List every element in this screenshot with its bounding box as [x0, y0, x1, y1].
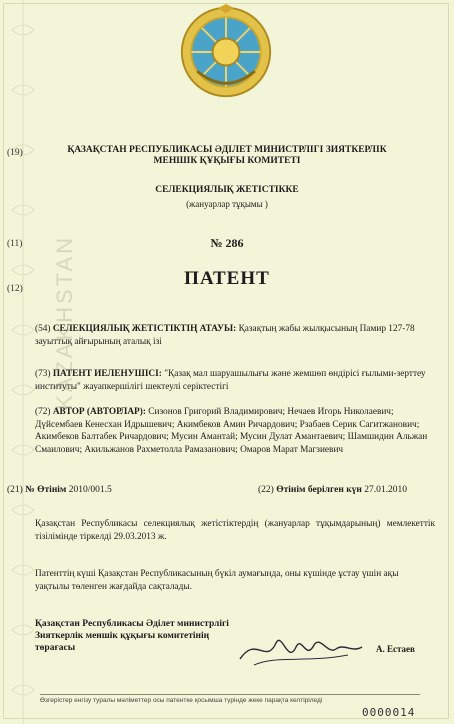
field-21-label: № Өтінім	[25, 485, 67, 495]
field-72-value: Сизонов Григорий Владимирович; Нечаев Игорь Николаевич; Дүйсембаев Кенесхан Идрышевич; Акимбеков Амин Ричардович; Рзабаев Серик Сагитжанович; Акимбеков Балтабек Ричардович; Мусин Амантай; Мусин Дулат Амантаевич; Шамшидин Альжан Смаилович; Акильжанов Рахметолла Рамазанович; Омаров Марат Магзиевич	[35, 407, 428, 455]
footer-note: Өзгерістер енгізу туралы мәліметтер осы патентке қосымша түрінде жеке парақта келтіріледі	[40, 694, 420, 704]
field-72	[35, 406, 435, 456]
field-21-value: 2010/001.5	[68, 485, 112, 495]
patent-title: ПАТЕНТ	[184, 268, 270, 289]
registration-statement: Қазақстан Республикасы селекциялық жетістіктердің (жануарлар тұқымдарының) мемлекеттік тізілімінде тіркелді 29.03.2013 ж.	[35, 519, 435, 542]
field-73-label: ПАТЕНТ ИЕЛЕНУШІСІ:	[52, 369, 162, 379]
serial-number: 0000014	[362, 706, 416, 719]
animal-breed-subtitle: (жануарлар тұқымы )	[186, 199, 268, 209]
code-72: (72)	[35, 407, 51, 417]
validity-statement: Патенттің күші Қазақстан Республикасының бүкіл аумағында, оны күшінде ұстау үшін ақы уақтылы төленген жағдайда сақталады.	[35, 569, 399, 592]
field-73	[35, 368, 435, 393]
field-54	[35, 323, 435, 348]
watermark-text: KAZAKHSTAN	[52, 234, 77, 410]
ornamental-border	[6, 0, 40, 724]
code-11: (11)	[7, 239, 23, 249]
code-73: (73)	[35, 369, 51, 379]
kazakhstan-emblem-icon	[178, 4, 274, 100]
code-22: (22)	[258, 485, 274, 495]
field-54-value: Қазақтың жабы жылқысының Памир 127-78 зауыттық айғырының аталық ізі	[35, 324, 415, 347]
field-22	[258, 484, 407, 497]
field-73-value: "Қазақ мал шаруашылығы және жемшөп өндірісі ғылыми-зерттеу институты" жауапкершілігі шектеулі серіктестігі	[35, 369, 426, 392]
field-22-value: 27.01.2010	[364, 485, 408, 495]
field-21	[7, 484, 112, 497]
signature	[236, 625, 366, 675]
code-19: (19)	[7, 148, 23, 158]
selection-achievement-title: СЕЛЕКЦИЯЛЫҚ ЖЕТІСТІККЕ	[155, 185, 299, 195]
ministry-heading: ҚАЗАҚСТАН РЕСПУБЛИКАСЫ ӘДІЛЕТ МИНИСТРЛІГІ ЗИЯТКЕРЛІК МЕНШІК ҚҰҚЫҒЫ КОМИТЕТІ	[67, 145, 387, 166]
code-54: (54)	[35, 324, 51, 334]
field-54-label: СЕЛЕКЦИЯЛЫҚ ЖЕТІСТІКТІҢ АТАУЫ:	[52, 324, 237, 334]
field-22-label: Өтінім берілген күн	[276, 485, 362, 495]
signer-name: А. Естаев	[376, 644, 415, 654]
code-21: (21)	[7, 485, 23, 495]
chairman-title: Қазақстан Республикасы Әділет министрлігі Зияткерлік меншік құқығы комитетінің төрағасы	[35, 619, 229, 653]
patent-number: № 286	[210, 236, 244, 250]
code-12: (12)	[7, 284, 23, 294]
field-72-label: АВТОР (АВТОРЛАР):	[52, 407, 146, 417]
